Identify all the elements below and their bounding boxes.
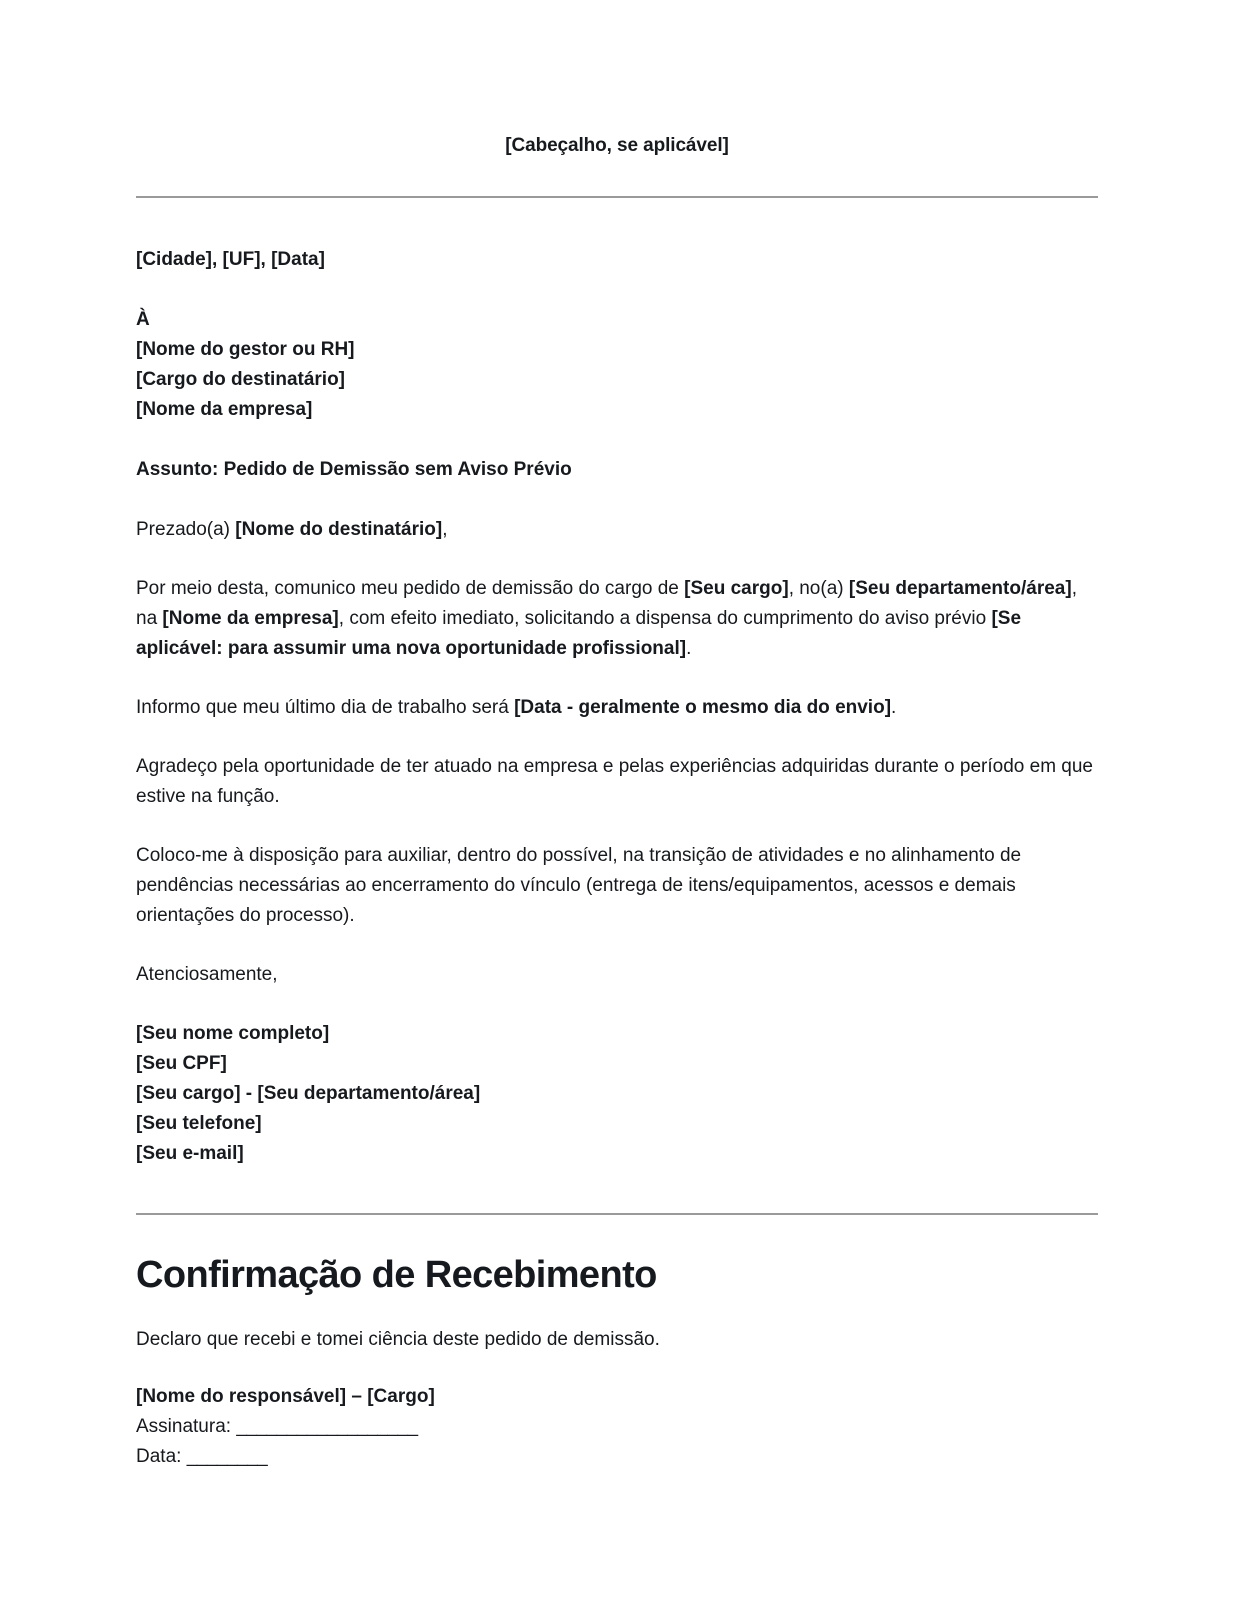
confirmation-responsible-placeholder: [Nome do responsável] – [Cargo] xyxy=(136,1386,435,1408)
sender-cpf: [Seu CPF] xyxy=(136,1052,227,1074)
date-label: Data: xyxy=(136,1446,187,1468)
p1-company-placeholder: [Nome da empresa] xyxy=(162,607,339,629)
document-content xyxy=(136,0,1098,1472)
sender-signature-block xyxy=(136,1019,1098,1169)
p2-date-placeholder: [Data - geralmente o mesmo dia do envio] xyxy=(514,696,892,718)
p1-role-placeholder: [Seu cargo] xyxy=(684,577,789,599)
p1-department-placeholder: [Seu departamento/área] xyxy=(848,577,1072,599)
address-salutation: À xyxy=(136,308,150,330)
greeting-recipient-placeholder: [Nome do destinatário] xyxy=(235,518,443,540)
p1-text-2: , no(a) xyxy=(788,577,849,599)
confirmation-signature-line xyxy=(136,1412,1098,1442)
date-blank[interactable]: ________ xyxy=(186,1446,268,1468)
greeting-prefix: Prezado(a) xyxy=(136,518,236,540)
paragraph-gratitude: Agradeço pela oportunidade de ter atuado na empresa e pelas experiências adquiridas durante o período em que estive na função. xyxy=(136,755,1093,807)
p1-text-1: Por meio desta, comunico meu pedido de demissão do cargo de xyxy=(136,577,685,599)
confirmation-statement: Declaro que recebi e tomei ciência deste pedido de demissão. xyxy=(136,1329,660,1351)
recipient-address-block xyxy=(136,305,1098,425)
signature-blank[interactable]: __________________ xyxy=(236,1416,418,1438)
sender-role-department: [Seu cargo] - [Seu departamento/área] xyxy=(136,1082,481,1104)
address-recipient-role: [Cargo do destinatário] xyxy=(136,368,346,390)
closing-salutation: Atenciosamente, xyxy=(136,963,278,985)
sender-email: [Seu e-mail] xyxy=(136,1142,244,1164)
p2-text-1: Informo que meu último dia de trabalho será xyxy=(136,696,515,718)
p1-optional-reason-placeholder: [Se aplicável: para assumir uma nova oportunidade profissional] xyxy=(136,607,1022,659)
p1-text-4: , com efeito imediato, solicitando a dispensa do cumprimento do aviso prévio xyxy=(338,607,992,629)
greeting-suffix: , xyxy=(442,518,448,540)
date-line: [Cidade], [UF], [Data] xyxy=(136,248,325,270)
confirmation-signature-block xyxy=(136,1382,1098,1472)
sender-full-name: [Seu nome completo] xyxy=(136,1022,330,1044)
confirmation-divider xyxy=(136,1213,1098,1215)
paragraph-resignation-notice xyxy=(136,574,1098,664)
header-divider xyxy=(136,196,1098,198)
paragraph-transition-support: Coloco-me à disposição para auxiliar, dentro do possível, na transição de atividades e no alinhamento de pendências necessárias ao encerramento do vínculo (entrega de itens/equipamentos, acessos e demais orientações do processo). xyxy=(136,844,1022,926)
document-header-placeholder: [Cabeçalho, se aplicável] xyxy=(505,135,729,156)
confirmation-date-line xyxy=(136,1442,1098,1472)
address-manager-name: [Nome do gestor ou RH] xyxy=(136,338,355,360)
subject-line: Assunto: Pedido de Demissão sem Aviso Prévio xyxy=(136,458,572,480)
p1-text-5: . xyxy=(686,637,692,659)
paragraph-last-working-day xyxy=(136,693,1098,723)
p1-text-3: , na xyxy=(136,577,1077,629)
signature-label: Assinatura: xyxy=(136,1416,237,1438)
address-company-name: [Nome da empresa] xyxy=(136,398,313,420)
greeting-line xyxy=(136,515,1098,545)
confirmation-title: Confirmação de Recebimento xyxy=(136,1253,657,1296)
p2-text-2: . xyxy=(891,696,897,718)
sender-phone: [Seu telefone] xyxy=(136,1112,262,1134)
